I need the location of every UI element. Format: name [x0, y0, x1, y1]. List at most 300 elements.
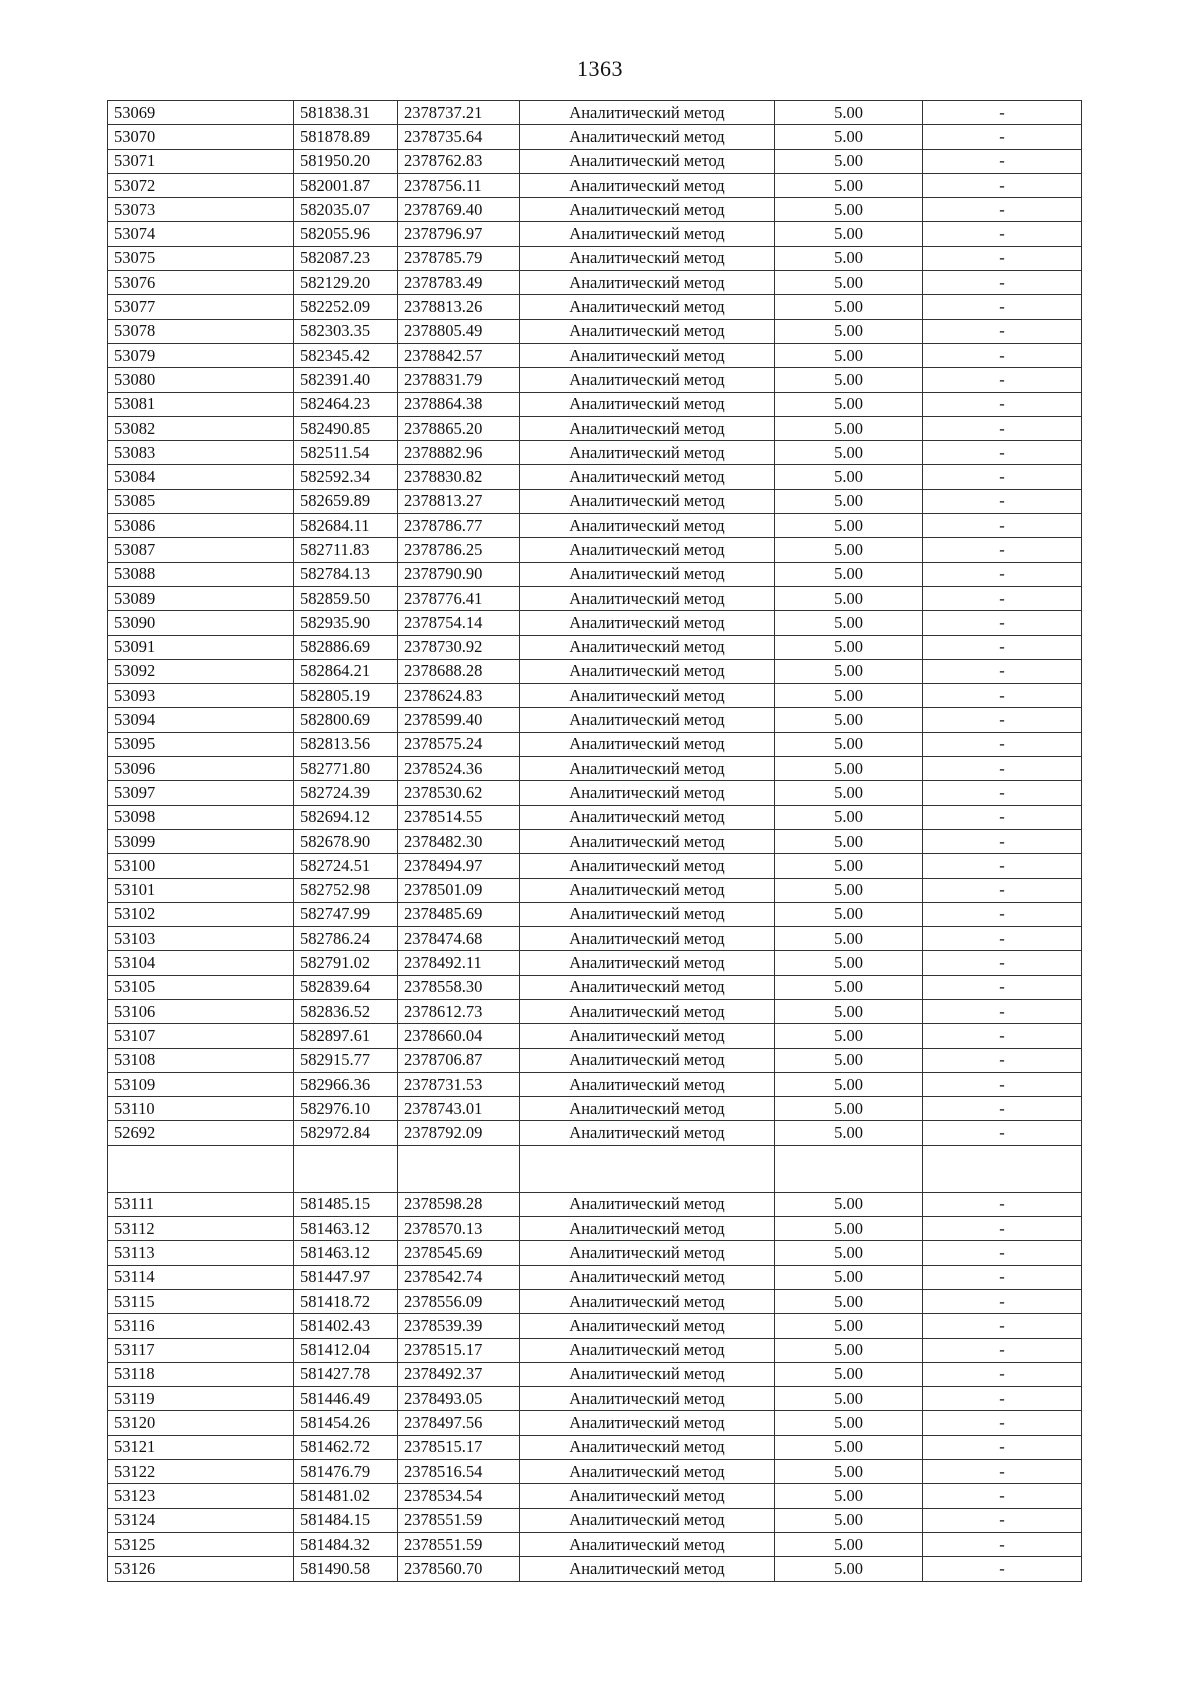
- method-cell: Аналитический метод: [520, 684, 775, 708]
- accuracy-cell: 5.00: [775, 757, 923, 781]
- note-cell: -: [923, 173, 1082, 197]
- method-cell: Аналитический метод: [520, 1289, 775, 1313]
- note-cell: -: [923, 1241, 1082, 1265]
- y-coordinate-cell: 2378556.09: [398, 1289, 520, 1313]
- note-cell: -: [923, 1387, 1082, 1411]
- y-coordinate-cell: 2378776.41: [398, 586, 520, 610]
- accuracy-cell: 5.00: [775, 538, 923, 562]
- method-cell: Аналитический метод: [520, 1460, 775, 1484]
- point-id-cell: 53116: [108, 1314, 294, 1338]
- point-id-cell: 53078: [108, 319, 294, 343]
- table-row: [108, 1192, 1082, 1216]
- y-coordinate-cell: 2378831.79: [398, 368, 520, 392]
- note-cell: -: [923, 198, 1082, 222]
- accuracy-cell: 5.00: [775, 1532, 923, 1556]
- table-row: [108, 927, 1082, 951]
- note-cell: -: [923, 878, 1082, 902]
- method-cell: Аналитический метод: [520, 514, 775, 538]
- point-id-cell: 53093: [108, 684, 294, 708]
- x-coordinate-cell: 582972.84: [294, 1121, 398, 1145]
- accuracy-cell: 5.00: [775, 246, 923, 270]
- x-coordinate-cell: 581490.58: [294, 1557, 398, 1581]
- y-coordinate-cell: 2378542.74: [398, 1265, 520, 1289]
- note-cell: -: [923, 611, 1082, 635]
- accuracy-cell: 5.00: [775, 562, 923, 586]
- accuracy-cell: 5.00: [775, 781, 923, 805]
- table-row: [108, 1265, 1082, 1289]
- accuracy-cell: 5.00: [775, 368, 923, 392]
- note-cell: -: [923, 1338, 1082, 1362]
- point-id-cell: 53089: [108, 586, 294, 610]
- accuracy-cell: 5.00: [775, 416, 923, 440]
- method-cell: Аналитический метод: [520, 173, 775, 197]
- point-id-cell: 53108: [108, 1048, 294, 1072]
- table-row: [108, 684, 1082, 708]
- table-row: [108, 1338, 1082, 1362]
- method-cell: Аналитический метод: [520, 1314, 775, 1338]
- x-coordinate-cell: 582752.98: [294, 878, 398, 902]
- note-cell: -: [923, 805, 1082, 829]
- accuracy-cell: 5.00: [775, 441, 923, 465]
- table-row: [108, 198, 1082, 222]
- method-cell: Аналитический метод: [520, 975, 775, 999]
- accuracy-cell: 5.00: [775, 951, 923, 975]
- x-coordinate-cell: 582935.90: [294, 611, 398, 635]
- x-coordinate-cell: 581838.31: [294, 101, 398, 125]
- method-cell: Аналитический метод: [520, 1532, 775, 1556]
- accuracy-cell: 5.00: [775, 1192, 923, 1216]
- point-id-cell: 53125: [108, 1532, 294, 1556]
- y-coordinate-cell: 2378785.79: [398, 246, 520, 270]
- note-cell: -: [923, 465, 1082, 489]
- x-coordinate-cell: 582391.40: [294, 368, 398, 392]
- x-coordinate-cell: 582839.64: [294, 975, 398, 999]
- method-cell: Аналитический метод: [520, 1024, 775, 1048]
- y-coordinate-cell: 2378865.20: [398, 416, 520, 440]
- y-coordinate-cell: 2378530.62: [398, 781, 520, 805]
- method-cell: Аналитический метод: [520, 1048, 775, 1072]
- point-id-cell: 53083: [108, 441, 294, 465]
- table-row: [108, 1217, 1082, 1241]
- x-coordinate-cell: 582659.89: [294, 489, 398, 513]
- y-coordinate-cell: 2378558.30: [398, 975, 520, 999]
- note-cell: -: [923, 538, 1082, 562]
- method-cell: Аналитический метод: [520, 1241, 775, 1265]
- method-cell: Аналитический метод: [520, 149, 775, 173]
- note-cell: -: [923, 416, 1082, 440]
- table-row: [108, 1387, 1082, 1411]
- x-coordinate-cell: 581402.43: [294, 1314, 398, 1338]
- note-cell: -: [923, 295, 1082, 319]
- method-cell: Аналитический метод: [520, 1435, 775, 1459]
- table-row: [108, 708, 1082, 732]
- accuracy-cell: 5.00: [775, 173, 923, 197]
- method-cell: Аналитический метод: [520, 319, 775, 343]
- accuracy-cell: 5.00: [775, 489, 923, 513]
- accuracy-cell: 5.00: [775, 514, 923, 538]
- note-cell: -: [923, 1192, 1082, 1216]
- x-coordinate-cell: 582490.85: [294, 416, 398, 440]
- note-cell: -: [923, 489, 1082, 513]
- x-coordinate-cell: 581476.79: [294, 1460, 398, 1484]
- note-cell: -: [923, 1508, 1082, 1532]
- accuracy-cell: 5.00: [775, 635, 923, 659]
- y-coordinate-cell: 2378575.24: [398, 732, 520, 756]
- y-coordinate-cell: 2378485.69: [398, 902, 520, 926]
- accuracy-cell: 5.00: [775, 659, 923, 683]
- y-coordinate-cell: 2378612.73: [398, 999, 520, 1023]
- table-row: [108, 659, 1082, 683]
- method-cell: Аналитический метод: [520, 1387, 775, 1411]
- x-coordinate-cell: 581454.26: [294, 1411, 398, 1435]
- x-coordinate-cell: 582886.69: [294, 635, 398, 659]
- x-coordinate-cell: 582966.36: [294, 1072, 398, 1096]
- coordinates-table: [107, 100, 1082, 1582]
- note-cell: -: [923, 732, 1082, 756]
- table-row: [108, 343, 1082, 367]
- point-id-cell: 53105: [108, 975, 294, 999]
- point-id-cell: 53101: [108, 878, 294, 902]
- accuracy-cell: 5.00: [775, 586, 923, 610]
- x-coordinate-cell: 581485.15: [294, 1192, 398, 1216]
- table-row: [108, 125, 1082, 149]
- table-row: [108, 1121, 1082, 1145]
- accuracy-cell: 5.00: [775, 684, 923, 708]
- point-id-cell: 53106: [108, 999, 294, 1023]
- x-coordinate-cell: 581447.97: [294, 1265, 398, 1289]
- accuracy-cell: 5.00: [775, 198, 923, 222]
- method-cell: Аналитический метод: [520, 1072, 775, 1096]
- accuracy-cell: 5.00: [775, 1338, 923, 1362]
- point-id-cell: 53081: [108, 392, 294, 416]
- note-cell: -: [923, 951, 1082, 975]
- y-coordinate-cell: 2378735.64: [398, 125, 520, 149]
- y-coordinate-cell: 2378551.59: [398, 1508, 520, 1532]
- accuracy-cell: 5.00: [775, 829, 923, 853]
- point-id-cell: 53113: [108, 1241, 294, 1265]
- y-coordinate-cell: 2378786.77: [398, 514, 520, 538]
- method-cell: Аналитический метод: [520, 757, 775, 781]
- y-coordinate-cell: 2378790.90: [398, 562, 520, 586]
- note-cell: -: [923, 684, 1082, 708]
- method-cell: Аналитический метод: [520, 343, 775, 367]
- method-cell: Аналитический метод: [520, 562, 775, 586]
- x-coordinate-cell: 582711.83: [294, 538, 398, 562]
- method-cell: Аналитический метод: [520, 465, 775, 489]
- table-row: [108, 1097, 1082, 1121]
- method-cell: Аналитический метод: [520, 295, 775, 319]
- x-coordinate-cell: 581878.89: [294, 125, 398, 149]
- y-coordinate-cell: 2378598.28: [398, 1192, 520, 1216]
- table-row: [108, 1072, 1082, 1096]
- x-coordinate-cell: 582087.23: [294, 246, 398, 270]
- y-coordinate-cell: 2378492.37: [398, 1362, 520, 1386]
- y-coordinate-cell: 2378624.83: [398, 684, 520, 708]
- table-row: [108, 392, 1082, 416]
- x-coordinate-cell: 582694.12: [294, 805, 398, 829]
- x-coordinate-cell: 582976.10: [294, 1097, 398, 1121]
- point-id-cell: 53123: [108, 1484, 294, 1508]
- table-row: [108, 489, 1082, 513]
- x-coordinate-cell: 582915.77: [294, 1048, 398, 1072]
- method-cell: Аналитический метод: [520, 441, 775, 465]
- point-id-cell: 53103: [108, 927, 294, 951]
- note-cell: -: [923, 125, 1082, 149]
- table-section-a: [108, 101, 1082, 1146]
- accuracy-cell: 5.00: [775, 1484, 923, 1508]
- table-row: [108, 951, 1082, 975]
- point-id-cell: 53069: [108, 101, 294, 125]
- x-coordinate-cell: 582864.21: [294, 659, 398, 683]
- y-coordinate-cell: 2378737.21: [398, 101, 520, 125]
- x-coordinate-cell: 582511.54: [294, 441, 398, 465]
- table-row: [108, 222, 1082, 246]
- method-cell: Аналитический метод: [520, 999, 775, 1023]
- note-cell: -: [923, 392, 1082, 416]
- point-id-cell: 53099: [108, 829, 294, 853]
- note-cell: -: [923, 1024, 1082, 1048]
- point-id-cell: 53098: [108, 805, 294, 829]
- point-id-cell: 53082: [108, 416, 294, 440]
- table-row: [108, 101, 1082, 125]
- note-cell: -: [923, 659, 1082, 683]
- y-coordinate-cell: 2378786.25: [398, 538, 520, 562]
- note-cell: -: [923, 1557, 1082, 1581]
- table-row: [108, 149, 1082, 173]
- note-cell: -: [923, 101, 1082, 125]
- method-cell: Аналитический метод: [520, 951, 775, 975]
- accuracy-cell: 5.00: [775, 319, 923, 343]
- point-id-cell: 53104: [108, 951, 294, 975]
- point-id-cell: 53111: [108, 1192, 294, 1216]
- x-coordinate-cell: 582813.56: [294, 732, 398, 756]
- note-cell: -: [923, 319, 1082, 343]
- note-cell: -: [923, 246, 1082, 270]
- y-coordinate-cell: 2378493.05: [398, 1387, 520, 1411]
- accuracy-cell: 5.00: [775, 1121, 923, 1145]
- y-coordinate-cell: 2378570.13: [398, 1217, 520, 1241]
- x-coordinate-cell: 581446.49: [294, 1387, 398, 1411]
- x-coordinate-cell: 582464.23: [294, 392, 398, 416]
- point-id-cell: 53084: [108, 465, 294, 489]
- accuracy-cell: 5.00: [775, 902, 923, 926]
- y-coordinate-cell: 2378524.36: [398, 757, 520, 781]
- accuracy-cell: 5.00: [775, 392, 923, 416]
- method-cell: Аналитический метод: [520, 854, 775, 878]
- point-id-cell: 52692: [108, 1121, 294, 1145]
- note-cell: -: [923, 1097, 1082, 1121]
- accuracy-cell: 5.00: [775, 271, 923, 295]
- x-coordinate-cell: 582791.02: [294, 951, 398, 975]
- accuracy-cell: 5.00: [775, 1387, 923, 1411]
- note-cell: -: [923, 149, 1082, 173]
- table-row: [108, 1484, 1082, 1508]
- method-cell: Аналитический метод: [520, 1411, 775, 1435]
- note-cell: -: [923, 1265, 1082, 1289]
- point-id-cell: 53071: [108, 149, 294, 173]
- point-id-cell: 53120: [108, 1411, 294, 1435]
- accuracy-cell: 5.00: [775, 222, 923, 246]
- accuracy-cell: 5.00: [775, 878, 923, 902]
- accuracy-cell: 5.00: [775, 465, 923, 489]
- method-cell: Аналитический метод: [520, 368, 775, 392]
- accuracy-cell: 5.00: [775, 1314, 923, 1338]
- table-row: [108, 878, 1082, 902]
- x-coordinate-cell: 581463.12: [294, 1217, 398, 1241]
- x-coordinate-cell: 581412.04: [294, 1338, 398, 1362]
- note-cell: -: [923, 999, 1082, 1023]
- y-coordinate-cell: 2378497.56: [398, 1411, 520, 1435]
- table-row: [108, 295, 1082, 319]
- note-cell: -: [923, 829, 1082, 853]
- x-coordinate-cell: 582836.52: [294, 999, 398, 1023]
- table-row: [108, 902, 1082, 926]
- method-cell: Аналитический метод: [520, 781, 775, 805]
- method-cell: Аналитический метод: [520, 489, 775, 513]
- table-row: [108, 1241, 1082, 1265]
- method-cell: Аналитический метод: [520, 732, 775, 756]
- point-id-cell: 53115: [108, 1289, 294, 1313]
- accuracy-cell: 5.00: [775, 1097, 923, 1121]
- note-cell: -: [923, 441, 1082, 465]
- table-row: [108, 1435, 1082, 1459]
- point-id-cell: 53079: [108, 343, 294, 367]
- accuracy-cell: 5.00: [775, 1435, 923, 1459]
- y-coordinate-cell: 2378494.97: [398, 854, 520, 878]
- x-coordinate-cell: 581427.78: [294, 1362, 398, 1386]
- accuracy-cell: 5.00: [775, 149, 923, 173]
- table-row: [108, 781, 1082, 805]
- method-cell: Аналитический метод: [520, 708, 775, 732]
- method-cell: Аналитический метод: [520, 611, 775, 635]
- y-coordinate-cell: 2378492.11: [398, 951, 520, 975]
- y-coordinate-cell: 2378545.69: [398, 1241, 520, 1265]
- table-row: [108, 538, 1082, 562]
- x-coordinate-cell: 582678.90: [294, 829, 398, 853]
- table-row: [108, 319, 1082, 343]
- method-cell: Аналитический метод: [520, 271, 775, 295]
- point-id-cell: 53073: [108, 198, 294, 222]
- point-id-cell: 53114: [108, 1265, 294, 1289]
- note-cell: -: [923, 708, 1082, 732]
- y-coordinate-cell: 2378796.97: [398, 222, 520, 246]
- x-coordinate-cell: 581950.20: [294, 149, 398, 173]
- point-id-cell: 53092: [108, 659, 294, 683]
- accuracy-cell: 5.00: [775, 854, 923, 878]
- table-row: [108, 999, 1082, 1023]
- x-coordinate-cell: 582771.80: [294, 757, 398, 781]
- y-coordinate-cell: 2378813.26: [398, 295, 520, 319]
- point-id-cell: 53080: [108, 368, 294, 392]
- y-coordinate-cell: 2378599.40: [398, 708, 520, 732]
- y-coordinate-cell: 2378743.01: [398, 1097, 520, 1121]
- table-gap-section: [108, 1145, 1082, 1192]
- table-row: [108, 1460, 1082, 1484]
- method-cell: Аналитический метод: [520, 1338, 775, 1362]
- x-coordinate-cell: 582129.20: [294, 271, 398, 295]
- y-coordinate-cell: 2378762.83: [398, 149, 520, 173]
- table-row: [108, 441, 1082, 465]
- accuracy-cell: 5.00: [775, 343, 923, 367]
- note-cell: -: [923, 586, 1082, 610]
- x-coordinate-cell: 581462.72: [294, 1435, 398, 1459]
- note-cell: -: [923, 222, 1082, 246]
- note-cell: -: [923, 1484, 1082, 1508]
- note-cell: -: [923, 1289, 1082, 1313]
- method-cell: Аналитический метод: [520, 1508, 775, 1532]
- note-cell: -: [923, 368, 1082, 392]
- point-id-cell: 53117: [108, 1338, 294, 1362]
- table-row: [108, 1048, 1082, 1072]
- x-coordinate-cell: 581418.72: [294, 1289, 398, 1313]
- table-row: [108, 586, 1082, 610]
- accuracy-cell: 5.00: [775, 999, 923, 1023]
- point-id-cell: 53075: [108, 246, 294, 270]
- point-id-cell: 53077: [108, 295, 294, 319]
- point-id-cell: 53095: [108, 732, 294, 756]
- x-coordinate-cell: 582001.87: [294, 173, 398, 197]
- method-cell: Аналитический метод: [520, 246, 775, 270]
- y-coordinate-cell: 2378482.30: [398, 829, 520, 853]
- accuracy-cell: 5.00: [775, 927, 923, 951]
- point-id-cell: 53096: [108, 757, 294, 781]
- accuracy-cell: 5.00: [775, 732, 923, 756]
- point-id-cell: 53072: [108, 173, 294, 197]
- point-id-cell: 53088: [108, 562, 294, 586]
- y-coordinate-cell: 2378660.04: [398, 1024, 520, 1048]
- y-coordinate-cell: 2378706.87: [398, 1048, 520, 1072]
- table-row: [108, 1532, 1082, 1556]
- note-cell: -: [923, 1217, 1082, 1241]
- table-row: [108, 271, 1082, 295]
- accuracy-cell: 5.00: [775, 1460, 923, 1484]
- point-id-cell: 53121: [108, 1435, 294, 1459]
- table-row: [108, 757, 1082, 781]
- note-cell: -: [923, 635, 1082, 659]
- y-coordinate-cell: 2378830.82: [398, 465, 520, 489]
- point-id-cell: 53124: [108, 1508, 294, 1532]
- method-cell: Аналитический метод: [520, 198, 775, 222]
- page-number: 1363: [577, 56, 623, 81]
- x-coordinate-cell: 581481.02: [294, 1484, 398, 1508]
- note-cell: -: [923, 1072, 1082, 1096]
- method-cell: Аналитический метод: [520, 805, 775, 829]
- y-coordinate-cell: 2378515.17: [398, 1338, 520, 1362]
- x-coordinate-cell: 582592.34: [294, 465, 398, 489]
- accuracy-cell: 5.00: [775, 708, 923, 732]
- table-row: [108, 829, 1082, 853]
- table-row: [108, 611, 1082, 635]
- y-coordinate-cell: 2378539.39: [398, 1314, 520, 1338]
- y-coordinate-cell: 2378783.49: [398, 271, 520, 295]
- method-cell: Аналитический метод: [520, 1265, 775, 1289]
- x-coordinate-cell: 582805.19: [294, 684, 398, 708]
- y-coordinate-cell: 2378515.17: [398, 1435, 520, 1459]
- method-cell: Аналитический метод: [520, 829, 775, 853]
- table-row: [108, 514, 1082, 538]
- point-id-cell: 53102: [108, 902, 294, 926]
- y-coordinate-cell: 2378756.11: [398, 173, 520, 197]
- note-cell: -: [923, 1048, 1082, 1072]
- accuracy-cell: 5.00: [775, 1048, 923, 1072]
- table-row: [108, 635, 1082, 659]
- point-id-cell: 53118: [108, 1362, 294, 1386]
- point-id-cell: 53087: [108, 538, 294, 562]
- x-coordinate-cell: 582345.42: [294, 343, 398, 367]
- note-cell: -: [923, 1314, 1082, 1338]
- method-cell: Аналитический метод: [520, 902, 775, 926]
- x-coordinate-cell: 582859.50: [294, 586, 398, 610]
